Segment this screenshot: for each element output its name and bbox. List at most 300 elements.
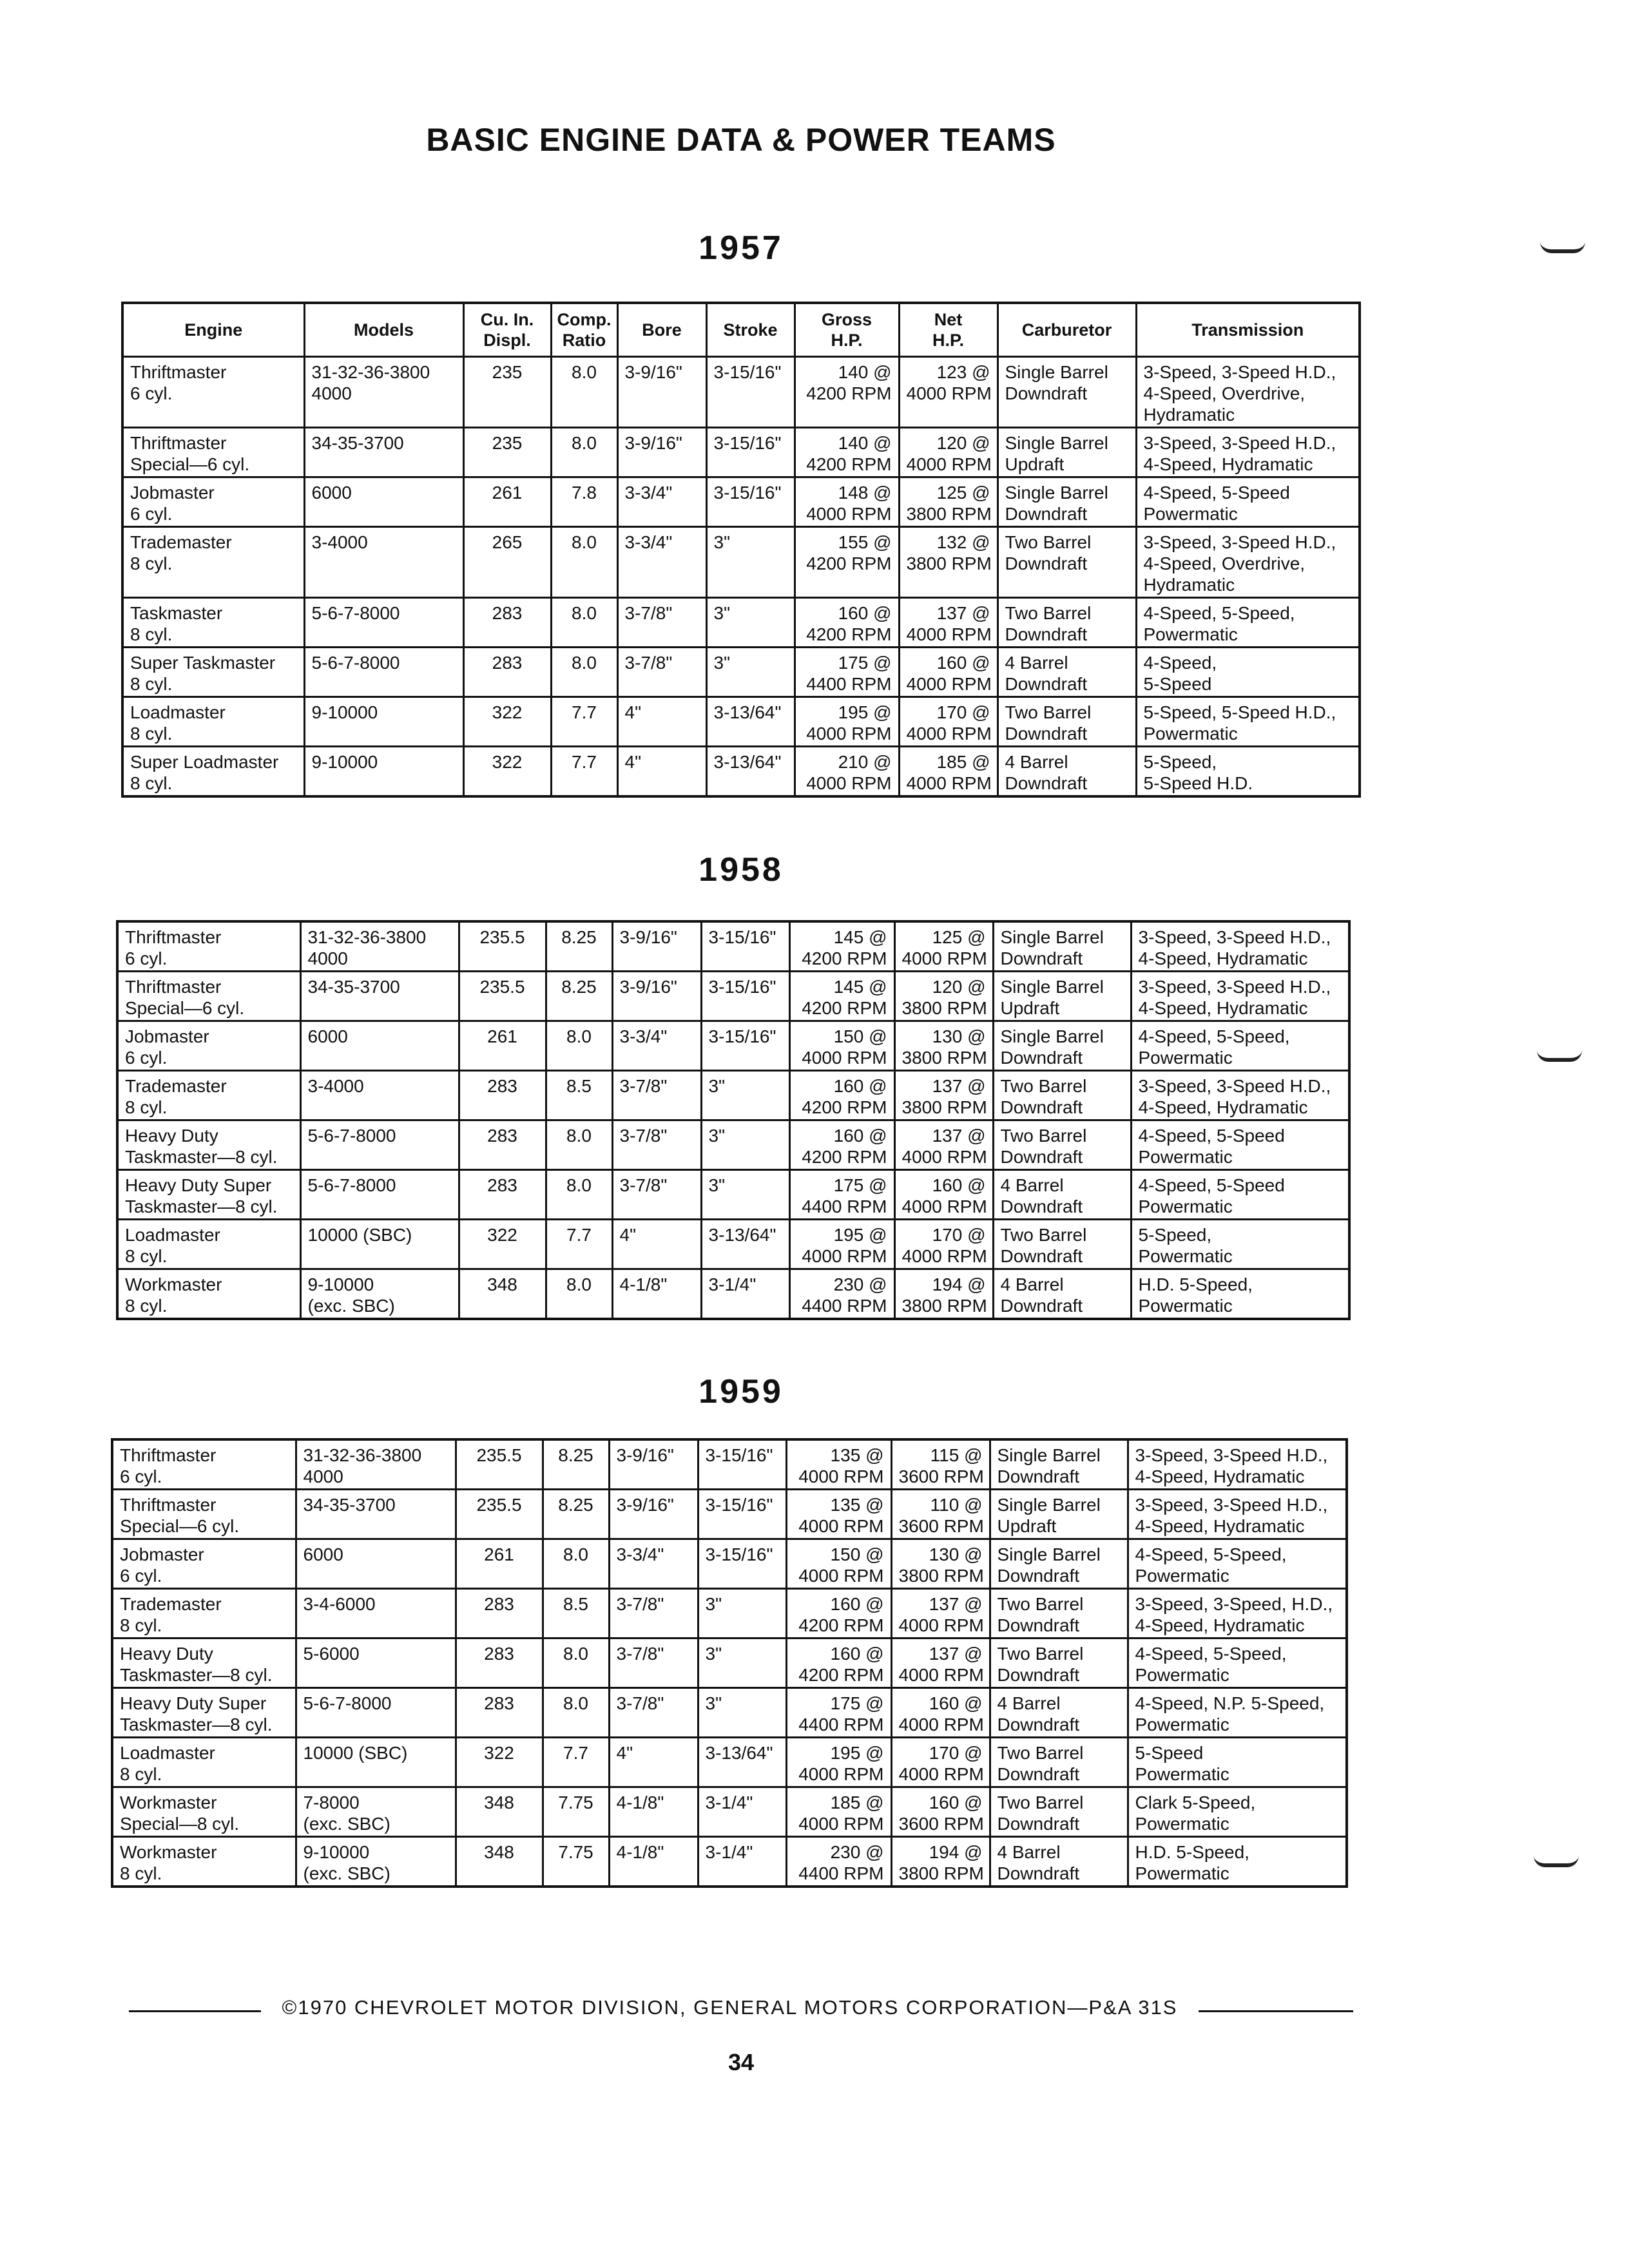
cell-line: Downdraft <box>1000 1097 1083 1117</box>
cell-displacement: 283 <box>456 1639 543 1688</box>
cell-gross-hp <box>786 1688 891 1738</box>
cell-transmission <box>1128 1439 1347 1490</box>
cell-models <box>300 1071 459 1120</box>
cell-net-hp <box>891 1439 990 1490</box>
cell-line: 34-35-3700 <box>303 1495 396 1515</box>
cell-line: 4200 RPM <box>806 383 892 403</box>
cell-line: Hydramatic <box>1143 575 1235 595</box>
cell-net-hp <box>899 357 998 428</box>
cell-carburetor <box>993 1120 1131 1170</box>
cell-line: 3-Speed, 3-Speed H.D., <box>1138 927 1331 947</box>
header-engine: Engine <box>122 303 304 357</box>
cell-line: 6 cyl. <box>120 1566 162 1586</box>
cell-line: 145 @ <box>833 977 887 997</box>
cell-bore: 3-9/16" <box>612 921 701 972</box>
cell-line: 175 @ <box>838 653 892 673</box>
cell-line: 4400 RPM <box>802 1196 887 1216</box>
cell-compression-ratio: 7.7 <box>551 697 617 747</box>
cell-bore: 3-7/8" <box>609 1688 698 1738</box>
header-bore: Bore <box>617 303 706 357</box>
cell-models <box>304 598 463 648</box>
cell-models <box>296 1787 456 1837</box>
cell-line: Downdraft <box>1005 773 1088 793</box>
cell-line: 8 cyl. <box>130 724 173 744</box>
cell-bore: 3-7/8" <box>612 1071 701 1120</box>
cell-line: Downdraft <box>997 1615 1080 1635</box>
cell-line: Two Barrel <box>997 1594 1084 1614</box>
cell-line: 148 @ <box>838 483 892 503</box>
cell-carburetor <box>998 747 1136 797</box>
cell-line: 4000 RPM <box>906 624 992 644</box>
cell-compression-ratio: 8.0 <box>546 1269 612 1320</box>
cell-models <box>304 697 463 747</box>
cell-line: 10000 (SBC) <box>303 1743 408 1763</box>
cell-line: Downdraft <box>997 1814 1080 1834</box>
table-row <box>112 1688 1347 1738</box>
header-stroke: Stroke <box>706 303 795 357</box>
cell-line: Powermatic <box>1138 1147 1233 1167</box>
cell-line: 4-Speed, 5-Speed, <box>1138 1026 1290 1046</box>
cell-models <box>304 477 463 527</box>
cell-line: Hydramatic <box>1143 405 1235 425</box>
cell-line: 4000 RPM <box>798 1814 884 1834</box>
cell-displacement: 283 <box>456 1589 543 1639</box>
cell-carburetor <box>993 1071 1131 1120</box>
cell-line: 120 @ <box>932 977 986 997</box>
cell-bore: 4" <box>609 1738 698 1787</box>
cell-gross-hp <box>786 1787 891 1837</box>
cell-line: 4-Speed, Hydramatic <box>1143 454 1313 474</box>
table-row <box>112 1639 1347 1688</box>
cell-stroke: 3-15/16" <box>698 1539 786 1589</box>
cell-transmission <box>1128 1837 1347 1887</box>
cell-line: Powermatic <box>1143 504 1238 524</box>
cell-gross-hp <box>786 1738 891 1787</box>
cell-transmission <box>1131 1220 1349 1269</box>
cell-line: 4000 RPM <box>802 1048 887 1068</box>
cell-stroke: 3-13/64" <box>706 747 795 797</box>
cell-line: 130 @ <box>929 1544 983 1564</box>
cell-line: 4-Speed, Overdrive, <box>1143 383 1306 403</box>
cell-compression-ratio: 8.0 <box>543 1639 609 1688</box>
cell-net-hp <box>891 1639 990 1688</box>
cell-carburetor <box>993 921 1131 972</box>
cell-line: 3800 RPM <box>898 1566 984 1586</box>
cell-bore: 4" <box>617 697 706 747</box>
cell-line: Two Barrel <box>1005 603 1092 623</box>
cell-line: Downdraft <box>1000 1147 1083 1167</box>
engine-table-1958 <box>116 920 1351 1320</box>
cell-line: 160 @ <box>932 1175 986 1195</box>
cell-line: Downdraft <box>1000 1296 1083 1316</box>
cell-net-hp <box>899 598 998 648</box>
cell-line: 34-35-3700 <box>311 433 404 453</box>
cell-stroke: 3-15/16" <box>706 357 795 428</box>
cell-models <box>296 1439 456 1490</box>
cell-compression-ratio: 8.0 <box>551 648 617 697</box>
cell-line: 3-Speed, 3-Speed H.D., <box>1138 977 1331 997</box>
cell-line: Jobmaster <box>120 1544 204 1564</box>
cell-engine <box>122 428 304 477</box>
cell-stroke: 3-15/16" <box>701 972 789 1021</box>
cell-stroke: 3" <box>698 1688 786 1738</box>
cell-net-hp <box>894 1269 993 1320</box>
cell-stroke: 3-1/4" <box>698 1787 786 1837</box>
cell-line: 5-Speed, 5-Speed H.D., <box>1143 702 1336 722</box>
cell-stroke: 3-15/16" <box>706 477 795 527</box>
table-row <box>117 972 1349 1021</box>
cell-line: 5-6-7-8000 <box>303 1693 392 1713</box>
cell-line: 3-Speed, 3-Speed H.D., <box>1135 1495 1328 1515</box>
table-row <box>117 921 1349 972</box>
cell-line: Taskmaster—8 cyl. <box>120 1715 273 1735</box>
cell-line: 195 @ <box>833 1225 887 1245</box>
cell-line: Downdraft <box>1000 1196 1083 1216</box>
cell-line: Two Barrel <box>997 1743 1084 1763</box>
cell-net-hp <box>891 1490 990 1539</box>
cell-line: 145 @ <box>833 927 887 947</box>
cell-displacement: 348 <box>456 1787 543 1837</box>
cell-line: 170 @ <box>932 1225 986 1245</box>
cell-line: 175 @ <box>830 1693 884 1713</box>
cell-line: 160 @ <box>936 653 990 673</box>
cell-line: 8 cyl. <box>125 1246 168 1266</box>
cell-line: 7-8000 <box>303 1792 360 1812</box>
cell-compression-ratio: 8.0 <box>543 1539 609 1589</box>
cell-line: Downdraft <box>997 1566 1080 1586</box>
cell-line: Single Barrel <box>1005 433 1108 453</box>
cell-line: 185 @ <box>830 1792 884 1812</box>
cell-net-hp <box>899 648 998 697</box>
cell-line: (exc. SBC) <box>303 1814 390 1834</box>
cell-models <box>300 1170 459 1220</box>
cell-transmission <box>1131 1021 1349 1071</box>
cell-line: 4-Speed, 5-Speed, <box>1135 1544 1287 1564</box>
cell-transmission <box>1131 972 1349 1021</box>
engine-table-1959 <box>111 1438 1348 1888</box>
year-heading-1959: 1959 <box>699 1373 784 1410</box>
table-row <box>122 747 1360 797</box>
cell-line: Powermatic <box>1135 1863 1229 1883</box>
cell-displacement: 283 <box>463 598 551 648</box>
cell-line: 160 @ <box>929 1693 983 1713</box>
cell-net-hp <box>891 1589 990 1639</box>
cell-carburetor <box>993 1220 1131 1269</box>
cell-engine <box>117 1220 300 1269</box>
cell-line: Downdraft <box>1000 1246 1083 1266</box>
page-title: BASIC ENGINE DATA & POWER TEAMS <box>426 122 1056 158</box>
cell-line: 4000 RPM <box>906 674 992 694</box>
cell-transmission <box>1128 1639 1347 1688</box>
cell-line: 4-Speed, <box>1143 653 1217 673</box>
cell-transmission <box>1128 1539 1347 1589</box>
cell-carburetor <box>990 1589 1128 1639</box>
cell-bore: 4" <box>617 747 706 797</box>
cell-line: Loadmaster <box>125 1225 220 1245</box>
cell-line: H.D. 5-Speed, <box>1135 1842 1249 1862</box>
cell-line: Updraft <box>1005 454 1065 474</box>
cell-line: 4-Speed, 5-Speed, <box>1143 603 1295 623</box>
cell-engine <box>122 747 304 797</box>
cell-engine <box>122 598 304 648</box>
year-heading-1957: 1957 <box>699 229 784 267</box>
cell-line: 4000 RPM <box>906 454 992 474</box>
cell-bore: 3-9/16" <box>609 1490 698 1539</box>
footer-copyright: ©1970 CHEVROLET MOTOR DIVISION, GENERAL MOTORS CORPORATION—P&A 31S <box>282 1996 1178 2019</box>
cell-engine <box>112 1738 296 1787</box>
cell-displacement: 322 <box>459 1220 546 1269</box>
cell-net-hp <box>894 921 993 972</box>
header-net-hp: Net H.P. <box>899 303 998 357</box>
cell-line: 137 @ <box>932 1126 986 1146</box>
cell-carburetor <box>993 972 1131 1021</box>
cell-net-hp <box>894 1170 993 1220</box>
cell-engine <box>122 357 304 428</box>
cell-line: 3800 RPM <box>901 998 987 1018</box>
header-carburetor: Carburetor <box>998 303 1136 357</box>
cell-displacement: 261 <box>459 1021 546 1071</box>
cell-line: 123 @ <box>936 362 990 382</box>
cell-carburetor <box>998 648 1136 697</box>
cell-carburetor <box>993 1269 1131 1320</box>
cell-line: 140 @ <box>838 362 892 382</box>
cell-stroke: 3" <box>701 1071 789 1120</box>
cell-line: 4 Barrel <box>1000 1175 1064 1195</box>
cell-line: 3800 RPM <box>906 504 992 524</box>
cell-line: 4000 RPM <box>798 1466 884 1486</box>
cell-line: Taskmaster—8 cyl. <box>125 1147 278 1167</box>
cell-engine <box>117 1170 300 1220</box>
engine-table-1957 <box>121 302 1361 798</box>
cell-line: 137 @ <box>936 603 990 623</box>
cell-stroke: 3-15/16" <box>701 1021 789 1071</box>
cell-displacement: 322 <box>456 1738 543 1787</box>
cell-engine <box>122 648 304 697</box>
cell-models <box>300 972 459 1021</box>
cell-line: 3800 RPM <box>901 1048 987 1068</box>
cell-line: 3-Speed, 3-Speed H.D., <box>1143 532 1336 552</box>
cell-line: Downdraft <box>1005 624 1088 644</box>
cell-stroke: 3-13/64" <box>698 1738 786 1787</box>
cell-line: Two Barrel <box>1000 1126 1087 1146</box>
cell-displacement: 261 <box>456 1539 543 1589</box>
cell-line: 9-10000 <box>311 752 378 772</box>
cell-line: 3800 RPM <box>898 1863 984 1883</box>
cell-engine <box>112 1539 296 1589</box>
cell-line: 3-Speed, 3-Speed H.D., <box>1143 362 1336 382</box>
cell-line: 5-6-7-8000 <box>311 653 400 673</box>
cell-stroke: 3-13/64" <box>706 697 795 747</box>
header-models: Models <box>304 303 463 357</box>
cell-bore: 3-9/16" <box>609 1439 698 1490</box>
cell-displacement: 235 <box>463 428 551 477</box>
cell-line: 4000 RPM <box>806 773 892 793</box>
cell-carburetor <box>998 428 1136 477</box>
cell-bore: 3-3/4" <box>617 477 706 527</box>
cell-compression-ratio: 8.0 <box>543 1688 609 1738</box>
cell-line: Super Taskmaster <box>130 653 276 673</box>
cell-line: 4000 RPM <box>906 773 992 793</box>
cell-line: Powermatic <box>1135 1566 1229 1586</box>
cell-line: Taskmaster—8 cyl. <box>120 1665 273 1685</box>
cell-line: 5-6-7-8000 <box>311 603 400 623</box>
cell-line: Thriftmaster <box>130 362 227 382</box>
cell-models <box>304 747 463 797</box>
table-row <box>112 1539 1347 1589</box>
cell-gross-hp <box>786 1837 891 1887</box>
cell-bore: 3-9/16" <box>617 428 706 477</box>
cell-line: Super Loadmaster <box>130 752 279 772</box>
cell-line: 4400 RPM <box>798 1863 884 1883</box>
cell-line: 137 @ <box>932 1076 986 1096</box>
cell-displacement: 322 <box>463 747 551 797</box>
cell-line: 160 @ <box>833 1076 887 1096</box>
cell-compression-ratio: 8.25 <box>546 972 612 1021</box>
cell-line: Single Barrel <box>1005 483 1108 503</box>
cell-gross-hp <box>789 1269 894 1320</box>
cell-line: Powermatic <box>1135 1665 1229 1685</box>
cell-carburetor <box>998 477 1136 527</box>
cell-carburetor <box>998 357 1136 428</box>
cell-line: 4000 RPM <box>898 1764 984 1784</box>
cell-line: 3800 RPM <box>901 1097 987 1117</box>
cell-line: 8 cyl. <box>130 674 173 694</box>
table-row <box>117 1071 1349 1120</box>
cell-line: Taskmaster—8 cyl. <box>125 1196 278 1216</box>
cell-line: Updraft <box>997 1516 1057 1536</box>
cell-transmission <box>1131 1120 1349 1170</box>
cell-models <box>296 1639 456 1688</box>
table-row <box>122 428 1360 477</box>
cell-engine <box>112 1688 296 1738</box>
cell-line: 170 @ <box>929 1743 983 1763</box>
cell-line: 160 @ <box>929 1792 983 1812</box>
cell-line: Heavy Duty Super <box>125 1175 272 1195</box>
cell-carburetor <box>998 697 1136 747</box>
cell-models <box>300 921 459 972</box>
cell-line: (exc. SBC) <box>303 1863 390 1883</box>
cell-line: Thriftmaster <box>120 1495 217 1515</box>
cell-line: Powermatic <box>1135 1814 1229 1834</box>
cell-models <box>296 1837 456 1887</box>
cell-compression-ratio: 8.25 <box>543 1490 609 1539</box>
cell-line: 4-Speed, Hydramatic <box>1135 1516 1305 1536</box>
cell-line: 4-Speed, Overdrive, <box>1143 553 1306 573</box>
cell-stroke: 3-13/64" <box>701 1220 789 1269</box>
cell-bore: 3-7/8" <box>609 1589 698 1639</box>
cell-line: Thriftmaster <box>120 1445 217 1465</box>
year-heading-1958: 1958 <box>699 851 784 889</box>
cell-compression-ratio: 7.8 <box>551 477 617 527</box>
table-row <box>122 697 1360 747</box>
cell-gross-hp <box>795 527 899 598</box>
cell-line: 8 cyl. <box>125 1097 168 1117</box>
footer <box>129 1996 1353 2022</box>
cell-carburetor <box>990 1439 1128 1490</box>
cell-line: 9-10000 <box>303 1842 370 1862</box>
cell-displacement: 235.5 <box>459 972 546 1021</box>
cell-transmission <box>1131 921 1349 972</box>
cell-line: 4200 RPM <box>798 1665 884 1685</box>
cell-line: Downdraft <box>1000 1048 1083 1068</box>
cell-line: 4400 RPM <box>802 1296 887 1316</box>
cell-bore: 3-7/8" <box>612 1170 701 1220</box>
cell-stroke: 3-15/16" <box>698 1490 786 1539</box>
cell-engine <box>117 1120 300 1170</box>
cell-line: 4000 RPM <box>806 724 892 744</box>
cell-line: Downdraft <box>997 1715 1080 1735</box>
cell-engine <box>117 1071 300 1120</box>
cell-models <box>296 1688 456 1738</box>
cell-line: 8 cyl. <box>130 624 173 644</box>
cell-transmission <box>1131 1269 1349 1320</box>
cell-line: 8 cyl. <box>120 1863 162 1883</box>
cell-transmission <box>1136 598 1360 648</box>
cell-engine <box>122 697 304 747</box>
cell-carburetor <box>993 1170 1131 1220</box>
cell-line: 137 @ <box>929 1644 983 1664</box>
table-row <box>117 1220 1349 1269</box>
cell-compression-ratio: 7.7 <box>551 747 617 797</box>
cell-compression-ratio: 8.0 <box>551 357 617 428</box>
cell-line: 4-Speed, Hydramatic <box>1138 998 1308 1018</box>
cell-line: Downdraft <box>997 1665 1080 1685</box>
cell-stroke: 3-15/16" <box>706 428 795 477</box>
cell-carburetor <box>990 1837 1128 1887</box>
cell-line: 3600 RPM <box>898 1516 984 1536</box>
table-row <box>112 1787 1347 1837</box>
cell-net-hp <box>899 477 998 527</box>
cell-line: 4200 RPM <box>806 454 892 474</box>
cell-compression-ratio: 8.5 <box>546 1071 612 1120</box>
cell-compression-ratio: 8.0 <box>551 598 617 648</box>
cell-line: 8 cyl. <box>125 1296 168 1316</box>
table-row <box>117 1120 1349 1170</box>
cell-models <box>296 1589 456 1639</box>
cell-net-hp <box>894 972 993 1021</box>
cell-transmission <box>1136 648 1360 697</box>
cell-line: 5-6-7-8000 <box>307 1175 396 1195</box>
cell-displacement: 265 <box>463 527 551 598</box>
table-row <box>117 1170 1349 1220</box>
cell-line: 8 cyl. <box>120 1764 162 1784</box>
cell-line: Single Barrel <box>997 1544 1101 1564</box>
cell-net-hp <box>891 1688 990 1738</box>
cell-line: Downdraft <box>997 1764 1080 1784</box>
cell-stroke: 3" <box>706 648 795 697</box>
cell-bore: 3-9/16" <box>617 357 706 428</box>
cell-gross-hp <box>795 747 899 797</box>
cell-stroke: 3-1/4" <box>698 1837 786 1887</box>
cell-line: 185 @ <box>936 752 990 772</box>
cell-line: 3-4-6000 <box>303 1594 376 1614</box>
cell-line: 4-Speed, Hydramatic <box>1138 948 1308 968</box>
cell-gross-hp <box>786 1639 891 1688</box>
cell-engine <box>117 1021 300 1071</box>
table-row <box>112 1837 1347 1887</box>
cell-line: 6 cyl. <box>130 383 173 403</box>
cell-models <box>304 357 463 428</box>
cell-transmission <box>1136 527 1360 598</box>
cell-bore: 3-7/8" <box>617 598 706 648</box>
cell-displacement: 283 <box>459 1071 546 1120</box>
cell-line: 4 Barrel <box>997 1842 1061 1862</box>
cell-engine <box>112 1639 296 1688</box>
cell-line: 4-Speed, 5-Speed, <box>1135 1644 1287 1664</box>
cell-engine <box>112 1490 296 1539</box>
cell-line: Workmaster <box>125 1274 222 1294</box>
cell-bore: 4-1/8" <box>609 1837 698 1887</box>
